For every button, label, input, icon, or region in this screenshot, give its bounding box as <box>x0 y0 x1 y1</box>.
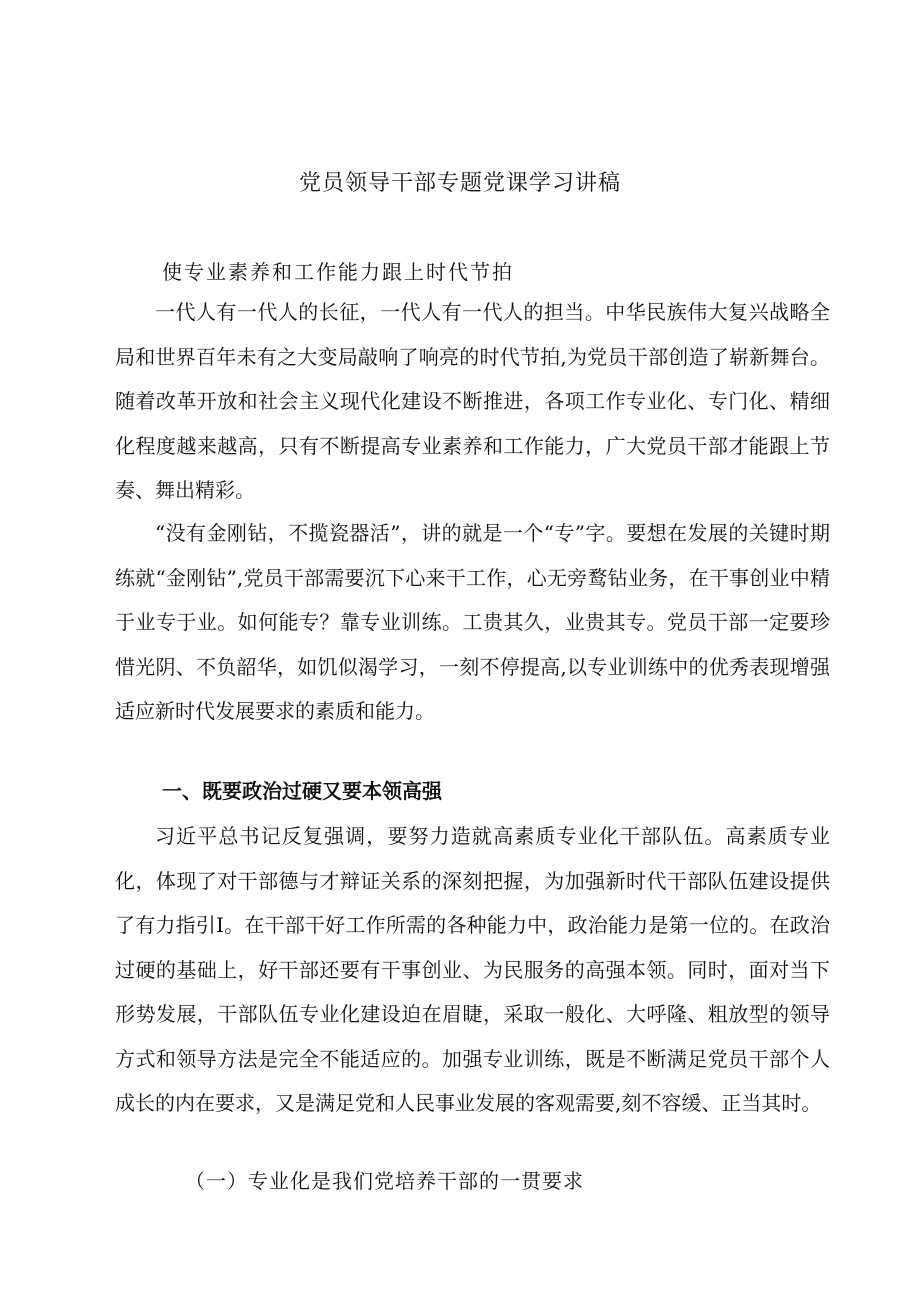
document-subtitle: 使专业素养和工作能力跟上时代节拍 <box>162 260 514 284</box>
subsection-heading: （一）专业化是我们党培养干部的一贯要求 <box>185 1169 584 1193</box>
document-title: 党员领导干部专题党课学习讲稿 <box>298 171 621 196</box>
section-paragraph: 习近平总书记反复强调，要努力造就高素质专业化干部队伍。高素质专业化，体现了对干部德与才辩证关系的深刻把握，为加强新时代干部队伍建设提供了有力指引I。在干部干好工作所需的各种能力中，政治能力是第一位的。在政治过硬的基础上，好干部还要有干事创业、为民服务的高强本领。同时，面对当下形势发展，干部队伍专业化建设迫在眉睫，采取一般化、大呼隆、粗放型的领导方式和领导方法是完全不能适应的。加强专业训练，既是不断满足党员干部个人成长的内在要求，又是满足党和人民事业发展的客观需要,刻不容缓、正当其时。 <box>115 824 830 1115</box>
paragraph: “没有金刚钻，不揽瓷器活”，讲的就是一个“专”字。要想在发展的关键时期练就“金刚钻”,党员干部需要沉下心来干工作，心无旁鹜钻业务，在干事创业中精于业专于业。如何能专？靠专业训练。工贵其久，业贵其专。党员干部一定要珍惜光阴、不负韶华，如饥似渴学习，一刻不停提高,以专业训练中的优秀表现增强适应新时代发展要求的素质和能力。 <box>115 521 830 723</box>
paragraph: 一代人有一代人的长征，一代人有一代人的担当。中华民族伟大复兴战略全局和世界百年未有之大变局敲响了响亮的时代节拍,为党员干部创造了崭新舞台。随着改革开放和社会主义现代化建设不断推进，各项工作专业化、专门化、精细化程度越来越高，只有不断提高专业素养和工作能力，广大党员干部才能跟上节奏、舞出精彩。 <box>115 300 830 502</box>
section-heading: 一、既要政治过硬又要本领高强 <box>162 779 442 803</box>
